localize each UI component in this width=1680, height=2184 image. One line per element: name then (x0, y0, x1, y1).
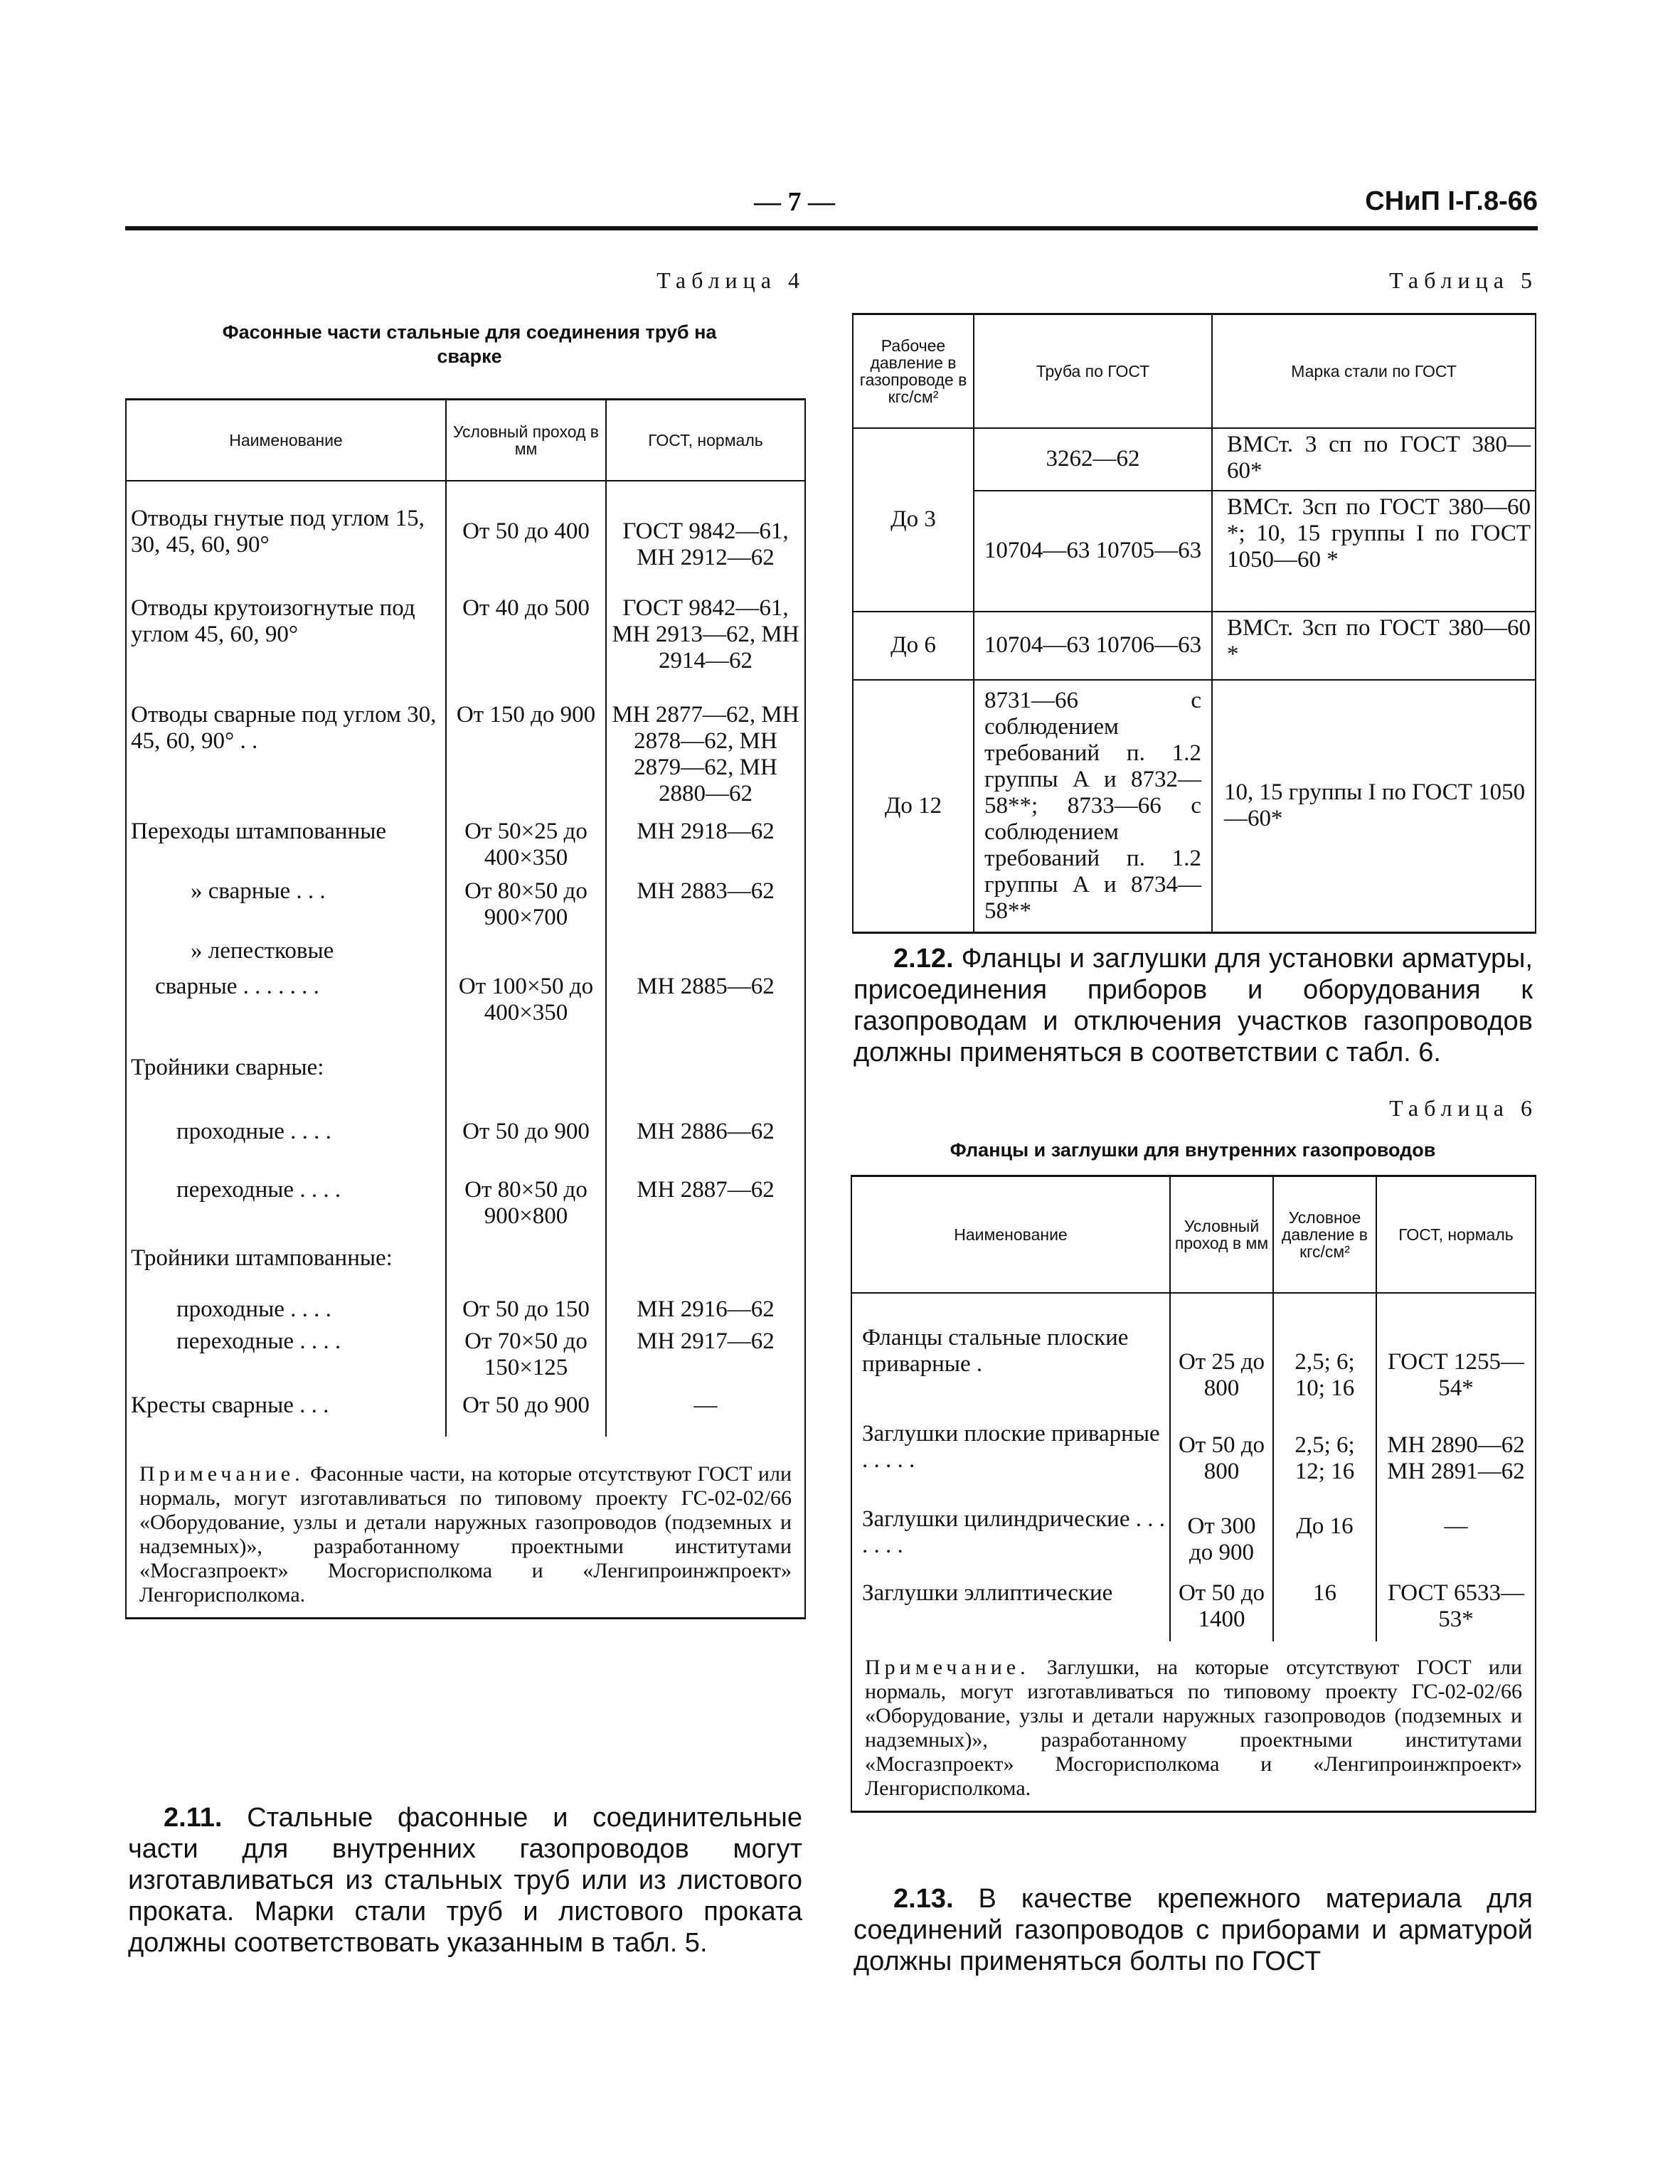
table4-note-row (126, 1437, 805, 1619)
table-row (126, 935, 805, 971)
cell-name: Тройники сварные: (126, 1042, 446, 1102)
cell-pressure: 2,5; 6; 12; 16 (1273, 1407, 1376, 1492)
cell-pressure: 2,5; 6; 10; 16 (1273, 1293, 1376, 1407)
cell-name: переходные . . . . (126, 1164, 446, 1232)
table-row (126, 875, 805, 935)
table6-note-row (851, 1641, 1536, 1812)
table6-header-row (851, 1176, 1536, 1294)
cell-pressure: До 12 (853, 680, 974, 933)
cell-name: проходные . . . . (126, 1285, 446, 1326)
cell-gost (606, 1232, 805, 1285)
table4-note (126, 1437, 805, 1619)
table4-col-dn: Условный проход в мм (446, 400, 606, 481)
cell-gost (606, 935, 805, 971)
cell-pressure: До 6 (853, 612, 974, 680)
cell-name: Заглушки цилиндрические . . . . . . . (851, 1492, 1170, 1577)
cell-dn: От 150 до 900 (446, 681, 606, 816)
table6-note-text: Заглушки, на которые отсутствуют ГОСТ или нормаль, могут изготавливаться по типовому проекту ГС-02-02/66 «Оборудование, узлы и детали наружных газопроводов (подземных и надземных)», разработанному проектными институтами «Мосгазпроект» Мосгорисполкома и «Ленгипроинжпроект» Ленгорисполкома. (865, 1656, 1522, 1800)
table6-note-label: Примечание. (865, 1656, 1030, 1679)
table6-title: Фланцы и заглушки для внутренних газопроводов (950, 1139, 1436, 1161)
paragraph-2-13-number: 2.13. (893, 1884, 954, 1914)
cell-name: Заглушки плоские приварные . . . . . (851, 1407, 1170, 1492)
cell-steel: ВМСт. 3 сп по ГОСТ 380—60* (1212, 428, 1536, 491)
page-number: — 7 — (754, 187, 835, 217)
table4-col-name: Наименование (126, 400, 446, 481)
paragraph-2-11-number: 2.11. (164, 1803, 223, 1833)
cell-pipe: 10704—63 10706—63 (974, 612, 1212, 680)
table-row (126, 574, 805, 681)
table6-col-name: Наименование (851, 1176, 1170, 1294)
table-row (126, 481, 805, 574)
table-row (126, 1326, 805, 1390)
cell-name: переходные . . . . (126, 1326, 446, 1390)
cell-name: Тройники штампованные: (126, 1232, 446, 1285)
table6 (851, 1175, 1536, 1813)
table5-col-steel: Марка стали по ГОСТ (1212, 314, 1536, 428)
cell-gost: ГОСТ 1255—54* (1388, 1349, 1524, 1401)
table5-label: Таблица 5 (1389, 267, 1538, 293)
cell-dn: От 50 до 900 (446, 1102, 606, 1164)
table4-label: Таблица 4 (656, 267, 805, 293)
table-row (851, 1577, 1536, 1641)
cell-gost: ГОСТ 9842—61, МН 2913—62, МН 2914—62 (612, 595, 799, 673)
table-row (126, 1042, 805, 1102)
table5-col-pressure: Рабочее давление в газопроводе в кгс/см² (853, 314, 974, 428)
table6-col-gost: ГОСТ, нормаль (1376, 1176, 1536, 1294)
cell-name: » лепестковые (126, 935, 446, 971)
cell-dn: От 50 до 800 (1170, 1407, 1273, 1492)
table-row (126, 681, 805, 816)
cell-gost: ГОСТ 9842—61, МН 2912—62 (622, 518, 789, 570)
cell-dn: От 50 до 400 (446, 481, 606, 574)
table5-col-pipe: Труба по ГОСТ (974, 314, 1212, 428)
cell-name: Заглушки эллиптические (851, 1577, 1170, 1641)
table6-col-dn: Условный проход в мм (1170, 1176, 1273, 1294)
cell-gost: МН 2887—62 (637, 1177, 775, 1203)
cell-steel: 10, 15 группы I по ГОСТ 1050—60* (1212, 680, 1536, 933)
cell-name: Фланцы стальные плоские приварные . (851, 1293, 1170, 1407)
table4-note-label: Примечание. (139, 1462, 304, 1486)
paragraph-2-12 (854, 943, 1533, 1068)
document-code: СНиП I-Г.8-66 (1365, 186, 1538, 216)
table-row (853, 680, 1536, 933)
paragraph-2-13-text: В качестве крепежного материала для соединений газопроводов с приборами и арматурой должны применяться болты по ГОСТ (854, 1884, 1533, 1976)
cell-gost: МН 2916—62 (637, 1296, 775, 1322)
table-row (851, 1293, 1536, 1407)
table-row (851, 1407, 1536, 1492)
cell-gost: — (1444, 1513, 1468, 1539)
cell-gost: МН 2890—62 МН 2891—62 (1387, 1432, 1525, 1484)
cell-gost (606, 1042, 805, 1102)
cell-dn: От 300 до 900 (1170, 1492, 1273, 1577)
table4 (125, 398, 806, 1619)
cell-gost: ГОСТ 6533—53* (1388, 1580, 1524, 1632)
cell-pressure: До 3 (853, 428, 974, 612)
cell-steel: ВМСт. 3сп по ГОСТ 380—60 * (1212, 612, 1536, 680)
table4-note-text: Фасонные части, на которые отсутствуют ГОСТ или нормаль, могут изготавливаться по типовому проекту ГС-02-02/66 «Оборудование, узлы и детали наружных газопроводов (подземных и надземных)», разработанному проектными институтами «Мосгазпроект» Мосгорисполкома и «Ленгипроинжпроект» Ленгорисполкома. (139, 1462, 792, 1607)
table-row (126, 1285, 805, 1326)
cell-dn (446, 1042, 606, 1102)
cell-name: Кресты сварные . . . (126, 1390, 446, 1437)
cell-dn: От 70×50 до 150×125 (446, 1326, 606, 1390)
cell-dn: От 50 до 900 (446, 1390, 606, 1437)
header-rule (125, 226, 1538, 230)
table-row (853, 428, 1536, 491)
table4-title: Фасонные части стальные для соединения труб на сварке (222, 321, 717, 367)
cell-name: Переходы штампованные (126, 816, 446, 875)
cell-dn (446, 1232, 606, 1285)
cell-name: Отводы сварные под углом 30, 45, 60, 90° . . (126, 681, 446, 816)
table4-col-gost: ГОСТ, нормаль (606, 400, 805, 481)
table-row (126, 1232, 805, 1285)
table6-note (851, 1641, 1536, 1812)
cell-dn: От 80×50 до 900×800 (446, 1164, 606, 1232)
table-row (126, 1102, 805, 1164)
cell-name: проходные . . . . (126, 1102, 446, 1164)
cell-dn: От 50 до 150 (446, 1285, 606, 1326)
cell-dn (446, 935, 606, 971)
cell-dn: От 50×25 до 400×350 (446, 816, 606, 875)
paragraph-2-12-text: Фланцы и заглушки для установки арматуры, присоединения приборов и оборудования к газопроводам и отключения участков газопроводов должны применяться в соответствии с табл. 6. (854, 944, 1533, 1067)
cell-name: Отводы гнутые под углом 15, 30, 45, 60, 90° (126, 481, 446, 574)
cell-gost: МН 2877—62, МН 2878—62, МН 2879—62, МН 2880—62 (612, 702, 799, 806)
cell-gost: МН 2883—62 (637, 878, 775, 904)
cell-pipe: 8731—66 с соблюдением требований п. 1.2 группы А и 8732—58**; 8733—66 с соблюдением требований п. 1.2 группы А и 8734—58** (974, 680, 1212, 933)
table5-header-row (853, 314, 1536, 428)
table-row (126, 971, 805, 1042)
cell-name: сварные . . . . . . . (126, 971, 446, 1042)
cell-gost: МН 2885—62 (637, 974, 775, 999)
table-row (851, 1492, 1536, 1577)
cell-dn: От 80×50 до 900×700 (446, 875, 606, 935)
cell-name: Отводы крутоизогнутые под углом 45, 60, 90° (126, 574, 446, 681)
paragraph-2-12-number: 2.12. (893, 944, 954, 974)
cell-steel: ВМСт. 3сп по ГОСТ 380—60 *; 10, 15 группы I по ГОСТ 1050—60 * (1212, 491, 1536, 612)
table4-header-row (126, 400, 805, 481)
table5 (852, 313, 1536, 934)
cell-pressure: 16 (1273, 1577, 1376, 1641)
cell-gost: МН 2917—62 (637, 1328, 775, 1354)
table6-col-pressure: Условное давление в кгс/см² (1273, 1176, 1376, 1294)
cell-gost: — (693, 1392, 718, 1418)
table-row (126, 1390, 805, 1437)
cell-gost: МН 2886—62 (637, 1119, 775, 1144)
cell-name: » сварные . . . (126, 875, 446, 935)
cell-gost: МН 2918—62 (637, 819, 775, 844)
table6-label: Таблица 6 (1389, 1095, 1538, 1121)
table-row (126, 816, 805, 875)
paragraph-2-11 (128, 1802, 802, 1959)
paragraph-2-11-text: Стальные фасонные и соединительные части для внутренних газопроводов могут изготавливаться из стальных труб или из листового проката. Марки стали труб и листового проката должны соответствовать указанным в табл. 5. (128, 1803, 802, 1958)
paragraph-2-13 (854, 1883, 1533, 1977)
cell-dn: От 100×50 до 400×350 (446, 971, 606, 1042)
cell-pressure: До 16 (1273, 1492, 1376, 1577)
cell-pipe: 3262—62 (974, 428, 1212, 491)
cell-dn: От 40 до 500 (446, 574, 606, 681)
cell-dn: От 25 до 800 (1170, 1293, 1273, 1407)
cell-dn: От 50 до 1400 (1170, 1577, 1273, 1641)
table-row (853, 612, 1536, 680)
cell-pipe: 10704—63 10705—63 (974, 491, 1212, 612)
table-row (126, 1164, 805, 1232)
